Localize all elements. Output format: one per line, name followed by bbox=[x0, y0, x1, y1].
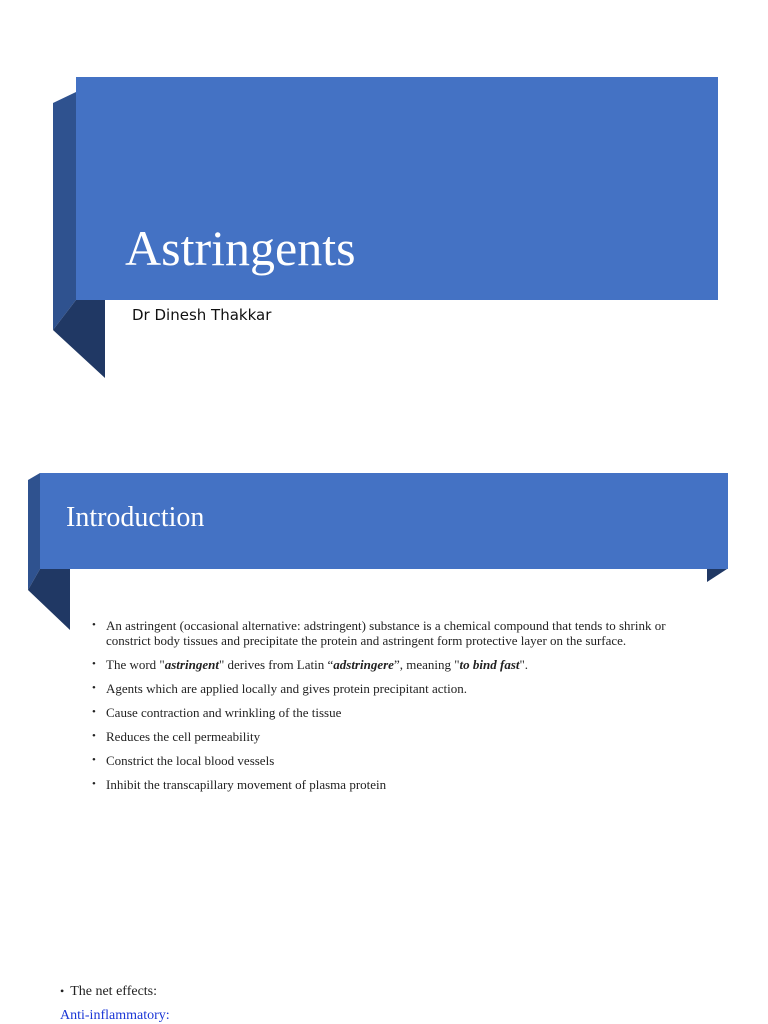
bullet-item: • Agents which are applied locally and gives protein precipitant action. bbox=[92, 681, 712, 696]
banner-ribbon-fold bbox=[53, 92, 76, 330]
bullet-item: • Constrict the local blood vessels bbox=[92, 753, 712, 768]
title-slide bbox=[0, 0, 768, 440]
slide-title: Astringents bbox=[125, 220, 356, 276]
net-effects-label: The net effects: bbox=[70, 984, 158, 999]
intro-bullet-list bbox=[92, 618, 712, 801]
intro-banner-right-tail bbox=[707, 569, 727, 582]
text-segment: The word " bbox=[106, 657, 165, 672]
net-effects-line bbox=[60, 984, 157, 1000]
bullet-dot: • bbox=[60, 984, 65, 998]
introduction-slide bbox=[0, 440, 768, 1024]
emphasis-term: adstringere bbox=[333, 657, 394, 672]
bullet-item: • Cause contraction and wrinkling of the tissue bbox=[92, 705, 712, 720]
emphasis-term: astringent bbox=[164, 657, 219, 672]
bullet-item-etymology bbox=[92, 657, 712, 672]
emphasis-term: to bind fast bbox=[459, 657, 520, 672]
text-segment: ”, meaning " bbox=[393, 657, 460, 672]
bullet-item: • Reduces the cell permeability bbox=[92, 729, 712, 744]
text-segment: ". bbox=[519, 657, 529, 672]
bullet-item: • An astringent (occasional alternative: adstringent) substance is a chemical compound that tends to shrink or constrict body tissues and precipitate the protein and astringent form protective layer on the surface. bbox=[92, 618, 712, 648]
anti-inflammatory-link[interactable]: Anti-inflammatory: bbox=[60, 1008, 170, 1023]
author-name: Dr Dinesh Thakkar bbox=[132, 306, 272, 324]
text-segment: " derives from Latin “ bbox=[218, 657, 334, 672]
section-title: Introduction bbox=[66, 502, 205, 533]
bullet-item: • Inhibit the transcapillary movement of plasma protein bbox=[92, 777, 712, 792]
title-banner-graphic bbox=[0, 0, 768, 440]
